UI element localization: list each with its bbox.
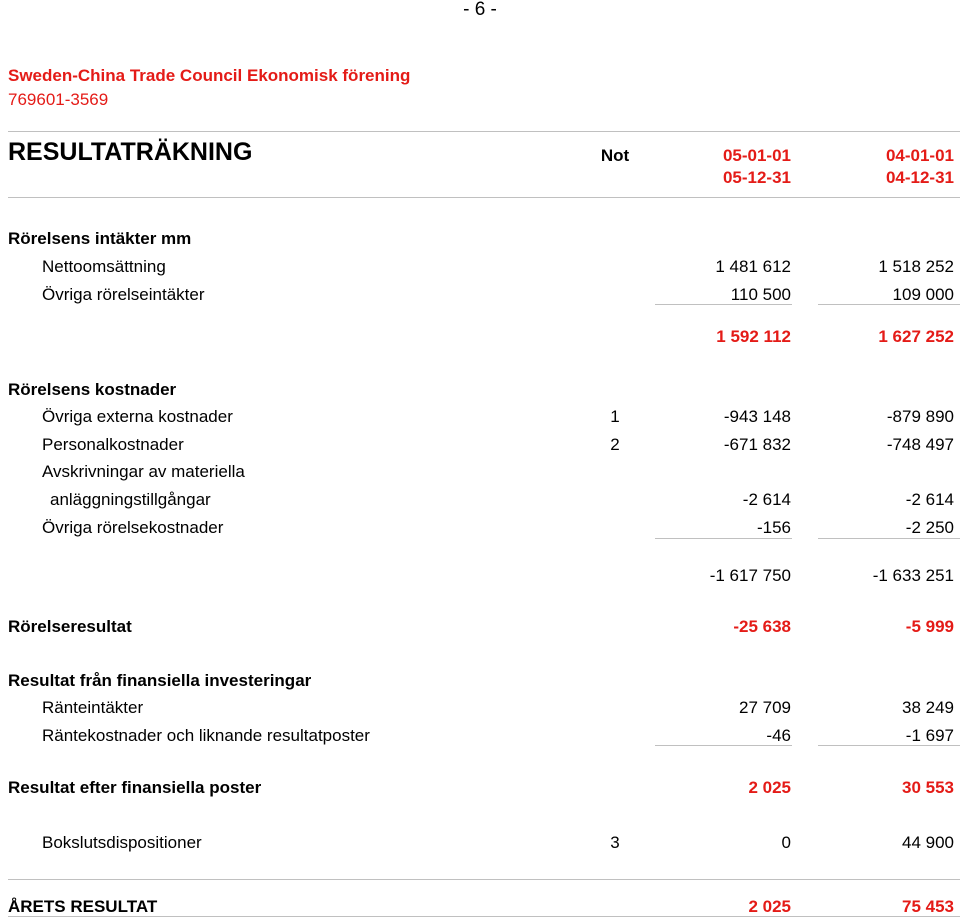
- row-label-avskrivningar-cont: anläggningstillgångar: [50, 490, 211, 509]
- subtotal-intakter-previous: 1 627 252: [878, 327, 954, 346]
- row-value-previous: -2 614: [905, 490, 954, 509]
- row-value-current: 27 709: [739, 698, 791, 717]
- section-heading-intakter: Rörelsens intäkter mm: [8, 229, 192, 248]
- note-reference: 1: [610, 407, 620, 426]
- row-value-current: -46: [766, 726, 791, 745]
- result-bottom-rule: [8, 916, 960, 917]
- result-top-rule: [8, 879, 960, 880]
- row-label-ovriga-intakter: Övriga rörelseintäkter: [42, 285, 205, 304]
- statement-title: RESULTATRÄKNING: [8, 138, 253, 166]
- row-label-rantekostnader: Räntekostnader och liknande resultatposter: [42, 726, 370, 745]
- row-value-current: 110 500: [730, 285, 791, 304]
- row-label-nettoomsattning: Nettoomsättning: [42, 257, 166, 276]
- row-value-previous: 44 900: [902, 833, 954, 852]
- subtotal-kostnader-current: -1 617 750: [709, 566, 791, 585]
- previous-period-end: 04-12-31: [885, 168, 954, 187]
- organization-number: 769601-3569: [8, 90, 109, 109]
- section-heading-kostnader: Rörelsens kostnader: [8, 380, 177, 399]
- organization-name: Sweden-China Trade Council Ekonomisk förening: [8, 66, 411, 85]
- arets-resultat-current: 2 025: [748, 897, 791, 916]
- row-value-current: -671 832: [723, 435, 791, 454]
- row-label-bokslutsdispositioner: Bokslutsdispositioner: [42, 833, 202, 852]
- row-value-current: 1 481 612: [715, 257, 791, 276]
- current-period-start: 05-01-01: [722, 146, 791, 165]
- section-heading-finansiella: Resultat från finansiella investeringar: [8, 671, 312, 690]
- row-value-current: 0: [781, 833, 791, 852]
- row-value-previous: -879 890: [886, 407, 954, 426]
- subtotal-rule: [655, 538, 792, 539]
- row-label-personalkostnader: Personalkostnader: [42, 435, 184, 454]
- note-reference: 3: [610, 833, 620, 852]
- efter-finansiella-current: 2 025: [748, 778, 791, 797]
- row-label-ovriga-kostnader: Övriga rörelsekostnader: [42, 518, 224, 537]
- subtotal-kostnader-previous: -1 633 251: [872, 566, 954, 585]
- row-label-arets-resultat: ÅRETS RESULTAT: [8, 897, 158, 916]
- rorelseresultat-current: -25 638: [733, 617, 791, 636]
- rorelseresultat-previous: -5 999: [905, 617, 954, 636]
- header-bottom-rule: [8, 197, 960, 198]
- row-value-current: -943 148: [723, 407, 791, 426]
- not-column-header: Not: [600, 146, 630, 165]
- row-value-previous: 1 518 252: [878, 257, 954, 276]
- row-label-ranteintakter: Ränteintäkter: [42, 698, 144, 717]
- efter-finansiella-previous: 30 553: [902, 778, 954, 797]
- row-value-previous: -1 697: [905, 726, 954, 745]
- subtotal-intakter-current: 1 592 112: [716, 327, 791, 346]
- row-label-rorelseresultat: Rörelseresultat: [8, 617, 132, 636]
- subtotal-rule: [818, 538, 960, 539]
- note-reference: 2: [610, 435, 620, 454]
- row-value-current: -156: [756, 518, 791, 537]
- row-value-previous: 109 000: [892, 285, 954, 304]
- row-label-avskrivningar: Avskrivningar av materiella: [42, 462, 245, 481]
- arets-resultat-previous: 75 453: [902, 897, 954, 916]
- subtotal-rule: [818, 745, 960, 746]
- row-label-externa-kostnader: Övriga externa kostnader: [42, 407, 233, 426]
- page-number: - 6 -: [463, 0, 497, 20]
- previous-period-start: 04-01-01: [885, 146, 954, 165]
- subtotal-rule: [818, 304, 960, 305]
- subtotal-rule: [655, 304, 792, 305]
- row-value-previous: -2 250: [905, 518, 954, 537]
- row-label-efter-finansiella: Resultat efter finansiella poster: [8, 778, 262, 797]
- subtotal-rule: [655, 745, 792, 746]
- row-value-previous: 38 249: [902, 698, 954, 717]
- row-value-current: -2 614: [742, 490, 791, 509]
- row-value-previous: -748 497: [886, 435, 954, 454]
- header-top-rule: [8, 131, 960, 132]
- current-period-end: 05-12-31: [722, 168, 791, 187]
